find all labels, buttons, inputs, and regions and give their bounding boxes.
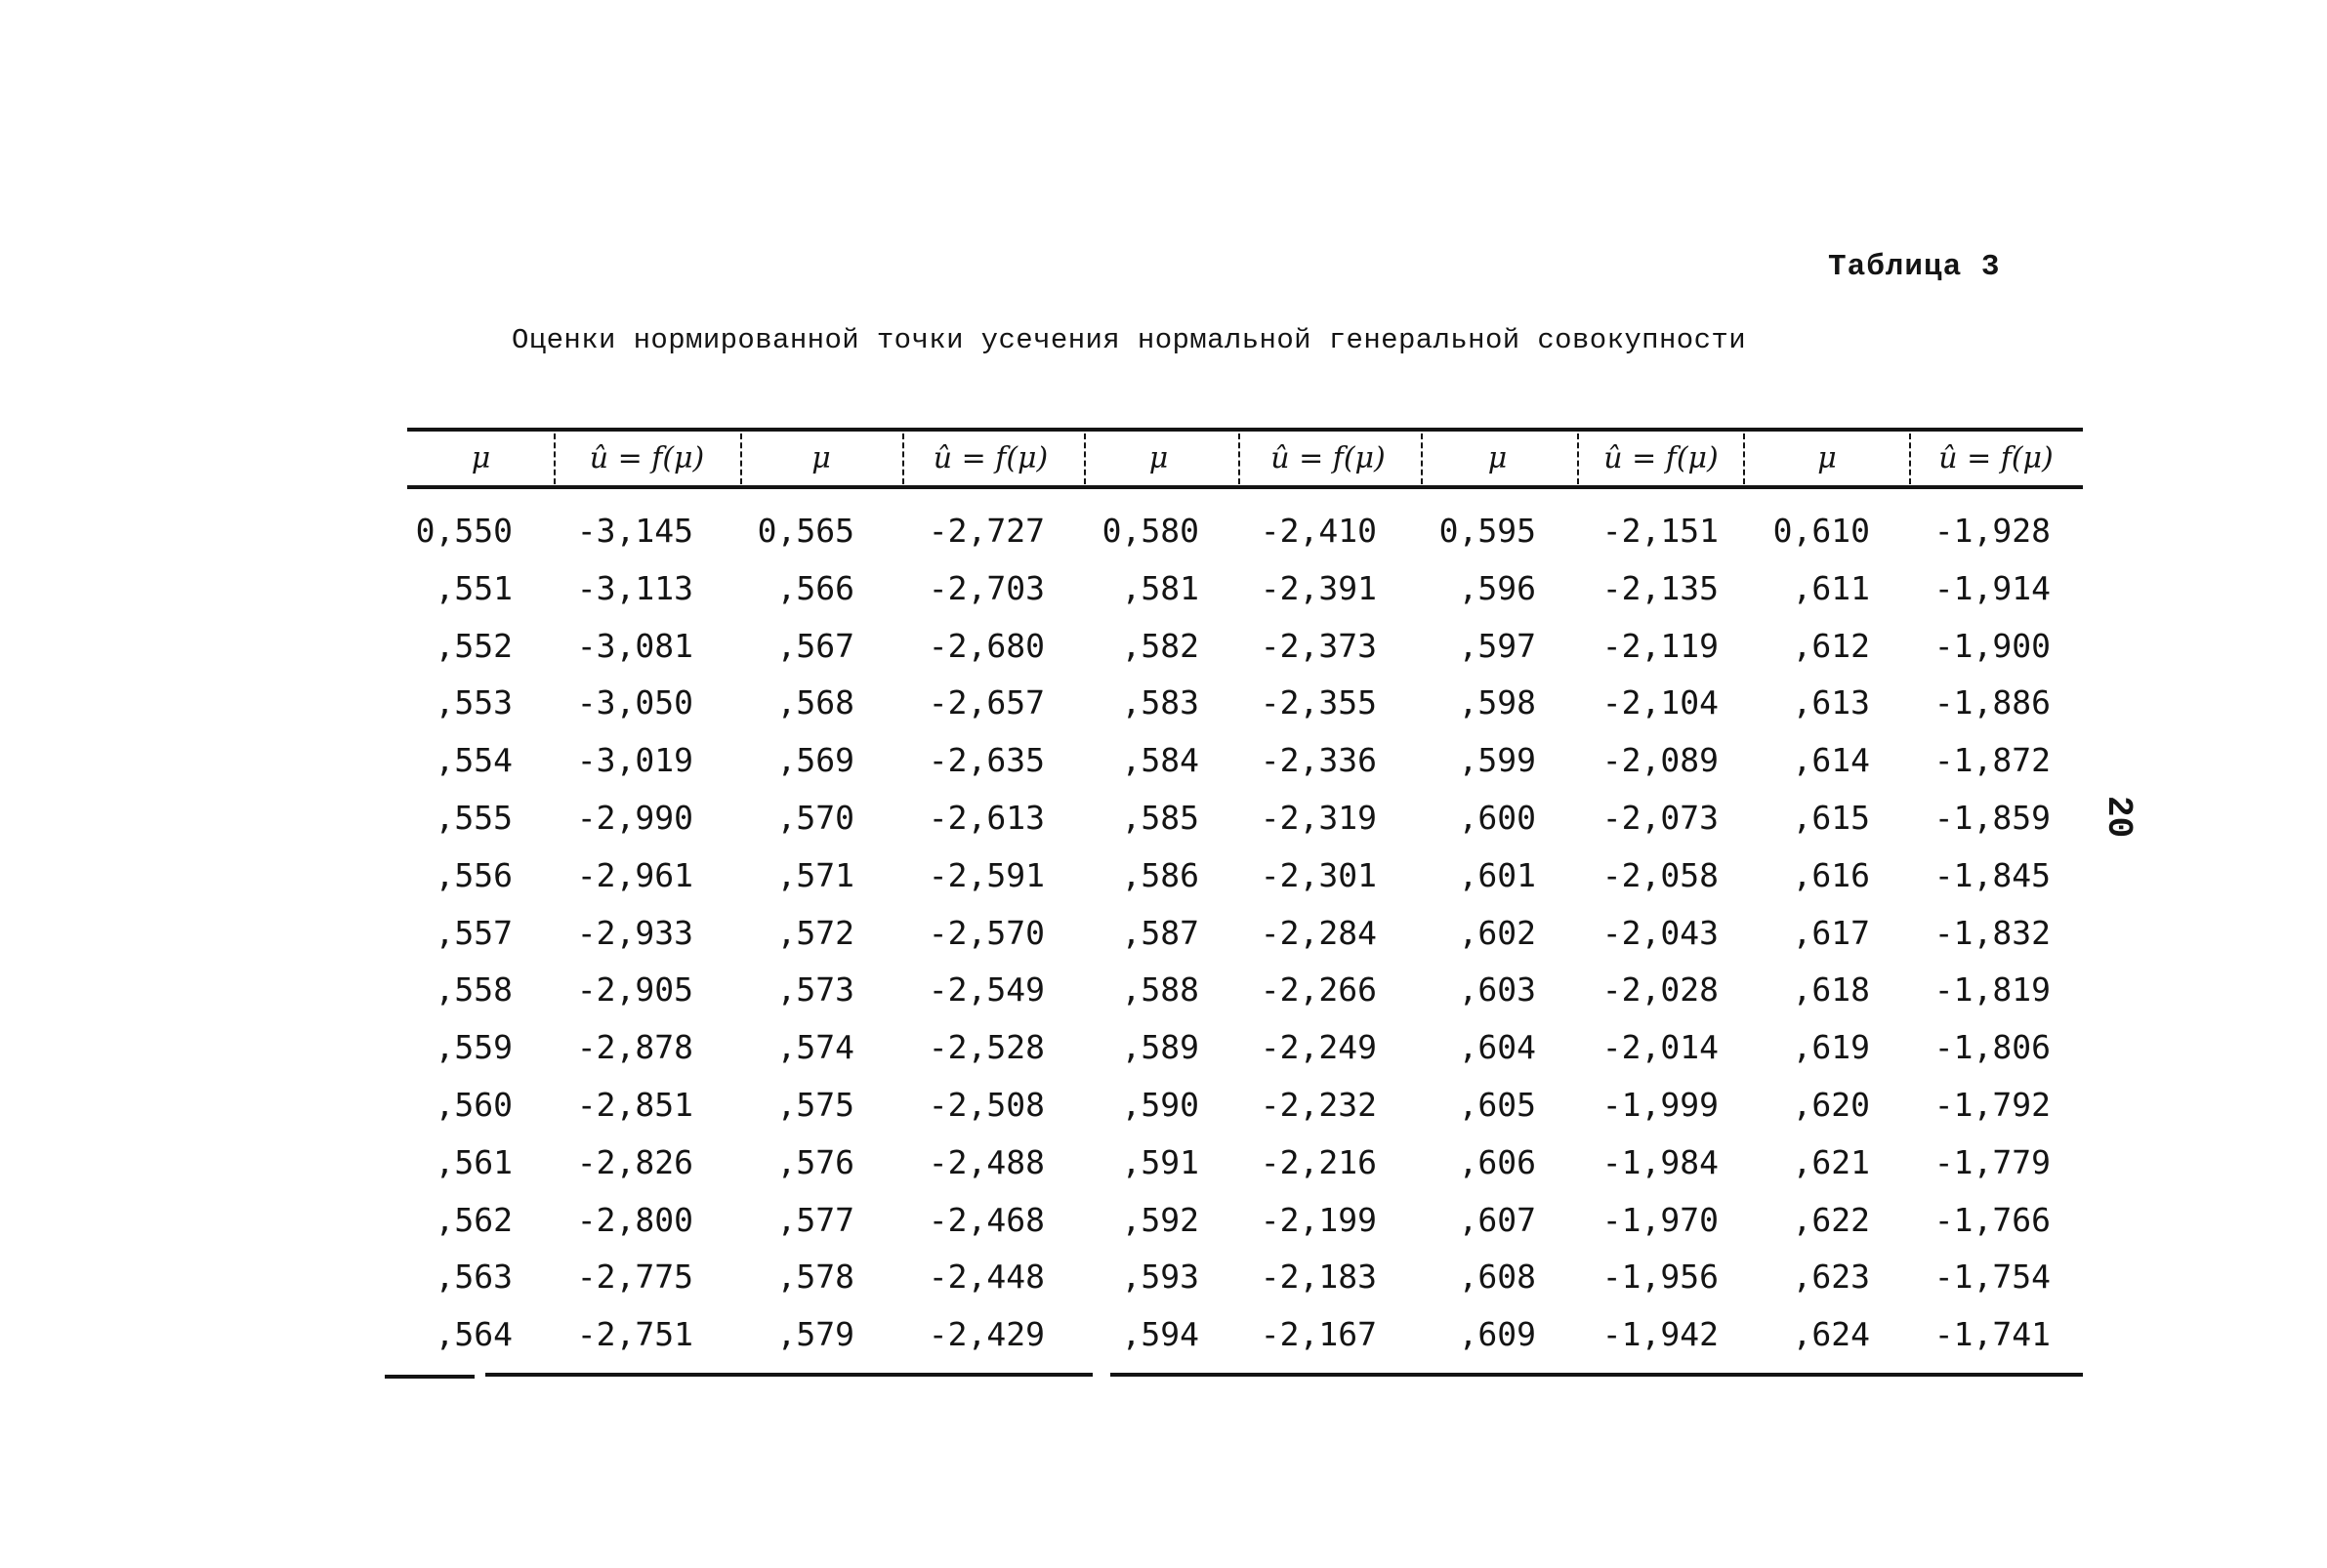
f-mu-cell: -1,900 bbox=[1933, 626, 2051, 665]
mu-cell: ,593 bbox=[1121, 1258, 1199, 1297]
f-mu-cell: -2,014 bbox=[1601, 1028, 1719, 1067]
mu-cell: ,600 bbox=[1458, 799, 1536, 837]
mu-cell: ,554 bbox=[435, 741, 513, 780]
f-mu-cell: -1,754 bbox=[1933, 1258, 2051, 1297]
f-mu-cell: -3,113 bbox=[576, 568, 693, 607]
mu-cell: ,564 bbox=[435, 1315, 513, 1354]
mu-cell: ,591 bbox=[1121, 1142, 1199, 1181]
mu-cell: ,579 bbox=[776, 1315, 854, 1354]
mu-cell: ,622 bbox=[1792, 1200, 1870, 1239]
mu-cell: ,578 bbox=[776, 1258, 854, 1297]
f-mu-cell: -3,081 bbox=[576, 626, 693, 665]
mu-cell: ,608 bbox=[1458, 1258, 1536, 1297]
f-mu-cell: -2,089 bbox=[1601, 741, 1719, 780]
f-mu-cell: -1,741 bbox=[1933, 1315, 2051, 1354]
mu-cell: ,586 bbox=[1121, 855, 1199, 894]
f-mu-cell: -1,984 bbox=[1601, 1142, 1719, 1181]
mu-cell: ,621 bbox=[1792, 1142, 1870, 1181]
mu-cell: ,597 bbox=[1458, 626, 1536, 665]
header-separator bbox=[1084, 433, 1086, 484]
f-mu-cell: -2,073 bbox=[1601, 799, 1719, 837]
f-mu-cell: -2,727 bbox=[928, 512, 1045, 550]
mu-cell: ,585 bbox=[1121, 799, 1199, 837]
mu-cell: ,551 bbox=[435, 568, 513, 607]
f-mu-cell: -2,528 bbox=[928, 1028, 1045, 1067]
f-mu-cell: -2,373 bbox=[1260, 626, 1377, 665]
mu-cell: ,566 bbox=[776, 568, 854, 607]
f-mu-cell: -1,872 bbox=[1933, 741, 2051, 780]
f-mu-cell: -2,549 bbox=[928, 970, 1045, 1010]
f-mu-cell: -1,806 bbox=[1933, 1028, 2051, 1067]
f-mu-cell: -2,043 bbox=[1601, 913, 1719, 952]
column-header-mu: μ bbox=[1148, 440, 1169, 475]
mu-cell: ,598 bbox=[1458, 683, 1536, 722]
f-mu-cell: -2,933 bbox=[576, 913, 693, 952]
mu-cell: ,577 bbox=[776, 1200, 854, 1239]
mu-cell: ,557 bbox=[435, 913, 513, 952]
mu-cell: ,561 bbox=[435, 1142, 513, 1181]
f-mu-cell: -1,886 bbox=[1933, 683, 2051, 722]
f-mu-cell: -2,703 bbox=[928, 568, 1045, 607]
f-mu-cell: -2,775 bbox=[576, 1258, 693, 1297]
f-mu-cell: -2,961 bbox=[576, 855, 693, 894]
f-mu-cell: -2,800 bbox=[576, 1200, 693, 1239]
f-mu-cell: -2,216 bbox=[1260, 1142, 1377, 1181]
mu-cell: ,594 bbox=[1121, 1315, 1199, 1354]
mu-cell: ,590 bbox=[1121, 1086, 1199, 1124]
mu-cell: ,582 bbox=[1121, 626, 1199, 665]
mu-cell: ,570 bbox=[776, 799, 854, 837]
f-mu-cell: -2,570 bbox=[928, 913, 1045, 952]
mu-cell: ,599 bbox=[1458, 741, 1536, 780]
f-mu-cell: -1,766 bbox=[1933, 1200, 2051, 1239]
mu-cell: 0,595 bbox=[1438, 512, 1536, 550]
header-separator bbox=[1743, 433, 1745, 484]
mu-cell: 0,565 bbox=[757, 512, 854, 550]
column-header-f-mu: û = f(μ) bbox=[1270, 440, 1386, 475]
header-bottom-rule bbox=[407, 485, 2083, 489]
mu-cell: ,571 bbox=[776, 855, 854, 894]
f-mu-cell: -3,019 bbox=[576, 741, 693, 780]
f-mu-cell: -2,319 bbox=[1260, 799, 1377, 837]
f-mu-cell: -1,819 bbox=[1933, 970, 2051, 1010]
mu-cell: ,563 bbox=[435, 1258, 513, 1297]
f-mu-cell: -2,990 bbox=[576, 799, 693, 837]
header-separator bbox=[1909, 433, 1911, 484]
f-mu-cell: -2,266 bbox=[1260, 970, 1377, 1010]
f-mu-cell: -2,104 bbox=[1601, 683, 1719, 722]
mu-cell: ,588 bbox=[1121, 970, 1199, 1010]
mu-cell: ,618 bbox=[1792, 970, 1870, 1010]
table-bottom-rule bbox=[485, 1373, 1093, 1377]
f-mu-cell: -1,956 bbox=[1601, 1258, 1719, 1297]
f-mu-cell: -2,468 bbox=[928, 1200, 1045, 1239]
f-mu-cell: -3,145 bbox=[576, 512, 693, 550]
f-mu-cell: -2,301 bbox=[1260, 855, 1377, 894]
f-mu-cell: -2,183 bbox=[1260, 1258, 1377, 1297]
f-mu-cell: -2,151 bbox=[1601, 512, 1719, 550]
f-mu-cell: -2,826 bbox=[576, 1142, 693, 1181]
mu-cell: ,616 bbox=[1792, 855, 1870, 894]
f-mu-cell: -1,845 bbox=[1933, 855, 2051, 894]
f-mu-cell: -2,119 bbox=[1601, 626, 1719, 665]
mu-cell: ,567 bbox=[776, 626, 854, 665]
mu-cell: ,553 bbox=[435, 683, 513, 722]
f-mu-cell: -2,488 bbox=[928, 1142, 1045, 1181]
f-mu-cell: -2,232 bbox=[1260, 1086, 1377, 1124]
mu-cell: ,615 bbox=[1792, 799, 1870, 837]
f-mu-cell: -1,832 bbox=[1933, 913, 2051, 952]
mu-cell: ,576 bbox=[776, 1142, 854, 1181]
table-label: Таблица 3 bbox=[1828, 250, 2001, 284]
f-mu-cell: -2,635 bbox=[928, 741, 1045, 780]
mu-cell: ,555 bbox=[435, 799, 513, 837]
mu-cell: ,559 bbox=[435, 1028, 513, 1067]
f-mu-cell: -2,410 bbox=[1260, 512, 1377, 550]
mu-cell: ,601 bbox=[1458, 855, 1536, 894]
f-mu-cell: -2,336 bbox=[1260, 741, 1377, 780]
f-mu-cell: -2,199 bbox=[1260, 1200, 1377, 1239]
f-mu-cell: -2,167 bbox=[1260, 1315, 1377, 1354]
f-mu-cell: -2,613 bbox=[928, 799, 1045, 837]
table-top-rule bbox=[407, 428, 2083, 432]
f-mu-cell: -2,391 bbox=[1260, 568, 1377, 607]
table-bottom-rule bbox=[1110, 1373, 2083, 1377]
f-mu-cell: -1,942 bbox=[1601, 1315, 1719, 1354]
f-mu-cell: -2,508 bbox=[928, 1086, 1045, 1124]
mu-cell: ,584 bbox=[1121, 741, 1199, 780]
f-mu-cell: -2,905 bbox=[576, 970, 693, 1010]
f-mu-cell: -1,928 bbox=[1933, 512, 2051, 550]
f-mu-cell: -2,878 bbox=[576, 1028, 693, 1067]
mu-cell: ,619 bbox=[1792, 1028, 1870, 1067]
f-mu-cell: -2,751 bbox=[576, 1315, 693, 1354]
f-mu-cell: -1,792 bbox=[1933, 1086, 2051, 1124]
mu-cell: ,604 bbox=[1458, 1028, 1536, 1067]
f-mu-cell: -1,999 bbox=[1601, 1086, 1719, 1124]
f-mu-cell: -2,355 bbox=[1260, 683, 1377, 722]
mu-cell: ,596 bbox=[1458, 568, 1536, 607]
mu-cell: 0,580 bbox=[1101, 512, 1199, 550]
header-separator bbox=[740, 433, 742, 484]
f-mu-cell: -2,591 bbox=[928, 855, 1045, 894]
mu-cell: ,602 bbox=[1458, 913, 1536, 952]
mu-cell: ,583 bbox=[1121, 683, 1199, 722]
header-separator bbox=[1577, 433, 1579, 484]
mu-cell: ,592 bbox=[1121, 1200, 1199, 1239]
mu-cell: ,611 bbox=[1792, 568, 1870, 607]
column-header-f-mu: û = f(μ) bbox=[1938, 440, 2054, 475]
mu-cell: ,587 bbox=[1121, 913, 1199, 952]
f-mu-cell: -1,859 bbox=[1933, 799, 2051, 837]
mu-cell: ,613 bbox=[1792, 683, 1870, 722]
mu-cell: ,609 bbox=[1458, 1315, 1536, 1354]
f-mu-cell: -2,058 bbox=[1601, 855, 1719, 894]
column-header-mu: μ bbox=[811, 440, 831, 475]
page-number: 20 bbox=[2098, 796, 2139, 839]
f-mu-cell: -2,429 bbox=[928, 1315, 1045, 1354]
column-header-mu: μ bbox=[1817, 440, 1837, 475]
header-separator bbox=[554, 433, 556, 484]
f-mu-cell: -2,448 bbox=[928, 1258, 1045, 1297]
mu-cell: ,589 bbox=[1121, 1028, 1199, 1067]
mu-cell: 0,610 bbox=[1772, 512, 1870, 550]
header-separator bbox=[902, 433, 904, 484]
f-mu-cell: -2,851 bbox=[576, 1086, 693, 1124]
column-header-f-mu: û = f(μ) bbox=[1603, 440, 1719, 475]
f-mu-cell: -1,914 bbox=[1933, 568, 2051, 607]
column-header-mu: μ bbox=[1487, 440, 1508, 475]
f-mu-cell: -2,284 bbox=[1260, 913, 1377, 952]
mu-cell: ,569 bbox=[776, 741, 854, 780]
f-mu-cell: -2,657 bbox=[928, 683, 1045, 722]
mu-cell: ,617 bbox=[1792, 913, 1870, 952]
mu-cell: ,623 bbox=[1792, 1258, 1870, 1297]
f-mu-cell: -1,970 bbox=[1601, 1200, 1719, 1239]
column-header-f-mu: û = f(μ) bbox=[589, 440, 705, 475]
mu-cell: ,581 bbox=[1121, 568, 1199, 607]
mu-cell: ,572 bbox=[776, 913, 854, 952]
mu-cell: ,556 bbox=[435, 855, 513, 894]
header-separator bbox=[1421, 433, 1423, 484]
mu-cell: ,624 bbox=[1792, 1315, 1870, 1354]
mu-cell: ,568 bbox=[776, 683, 854, 722]
mu-cell: ,614 bbox=[1792, 741, 1870, 780]
mu-cell: ,612 bbox=[1792, 626, 1870, 665]
f-mu-cell: -2,028 bbox=[1601, 970, 1719, 1010]
mu-cell: 0,550 bbox=[415, 512, 513, 550]
mu-cell: ,562 bbox=[435, 1200, 513, 1239]
f-mu-cell: -2,680 bbox=[928, 626, 1045, 665]
column-header-f-mu: û = f(μ) bbox=[933, 440, 1049, 475]
mu-cell: ,560 bbox=[435, 1086, 513, 1124]
f-mu-cell: -3,050 bbox=[576, 683, 693, 722]
f-mu-cell: -1,779 bbox=[1933, 1142, 2051, 1181]
mu-cell: ,552 bbox=[435, 626, 513, 665]
mu-cell: ,605 bbox=[1458, 1086, 1536, 1124]
header-separator bbox=[1238, 433, 1240, 484]
f-mu-cell: -2,135 bbox=[1601, 568, 1719, 607]
table-bottom-rule bbox=[385, 1375, 475, 1379]
mu-cell: ,603 bbox=[1458, 970, 1536, 1010]
mu-cell: ,606 bbox=[1458, 1142, 1536, 1181]
mu-cell: ,574 bbox=[776, 1028, 854, 1067]
mu-cell: ,620 bbox=[1792, 1086, 1870, 1124]
mu-cell: ,607 bbox=[1458, 1200, 1536, 1239]
mu-cell: ,558 bbox=[435, 970, 513, 1010]
mu-cell: ,573 bbox=[776, 970, 854, 1010]
mu-cell: ,575 bbox=[776, 1086, 854, 1124]
f-mu-cell: -2,249 bbox=[1260, 1028, 1377, 1067]
table-title: Оценки нормированной точки усечения нормальной генеральной совокупности bbox=[512, 324, 1747, 356]
column-header-mu: μ bbox=[471, 440, 491, 475]
